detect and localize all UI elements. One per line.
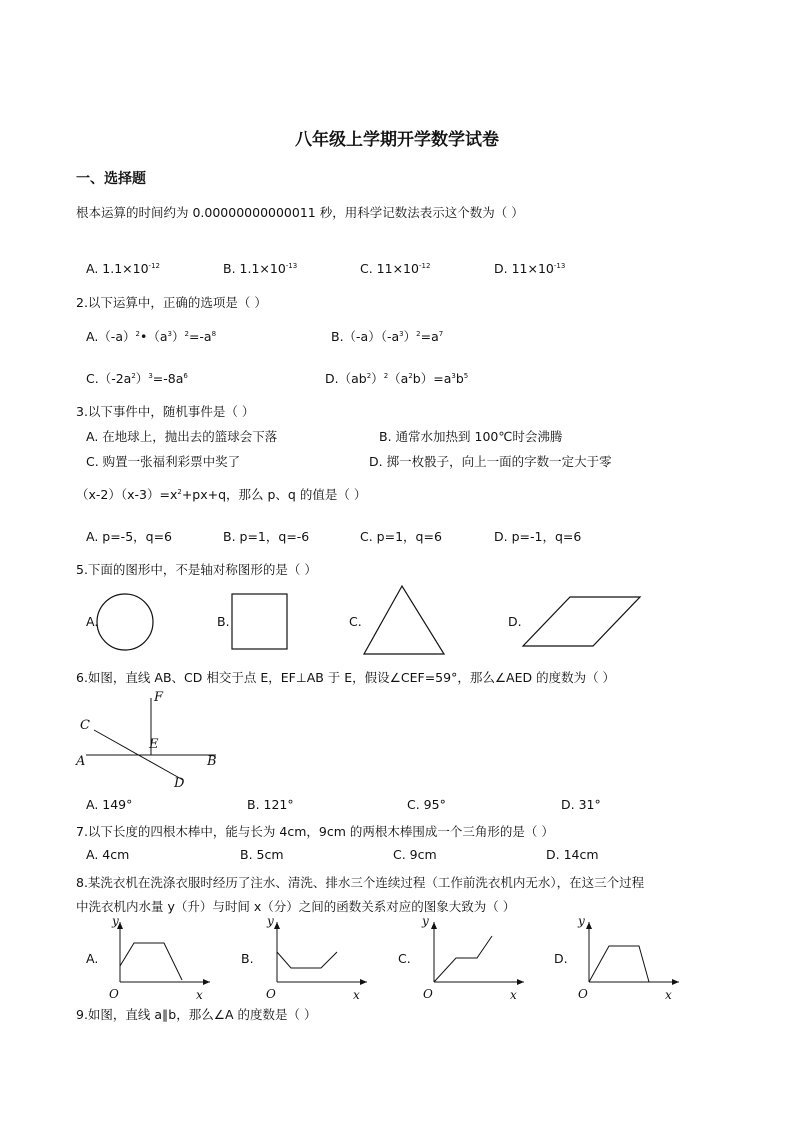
q3-option-c[interactable]: C. 购置一张福利彩票中奖了	[86, 454, 241, 469]
q8-graph-b-x-label: x	[353, 988, 360, 1002]
q1-option-b[interactable]: B. $1.1\times 10^{-13}$	[223, 261, 298, 276]
q1-option-c[interactable]: C. $11\times 10^{-12}$	[360, 261, 431, 276]
q5-square-figure	[230, 592, 290, 652]
q5-label-c[interactable]: C.	[349, 614, 362, 629]
q9-stem: 9.如图，直线 a∥b，那么∠A 的度数是（ ）	[76, 1007, 317, 1022]
q2-option-d[interactable]: $D.(ab^2)^2(a^2b)=a^3b^5$	[325, 371, 469, 386]
q8-graph-a	[100, 918, 215, 993]
q6-option-a[interactable]: A. 149°	[86, 797, 133, 812]
q3-stem: 3.以下事件中，随机事件是（ ）	[76, 404, 255, 419]
q8-graph-b	[257, 918, 372, 993]
q8-graph-c	[414, 918, 529, 993]
page-title: 八年级上学期开学数学试卷	[295, 130, 499, 150]
q8-label-c[interactable]: C.	[398, 951, 411, 966]
q3-option-d[interactable]: D. 掷一枚骰子，向上一面的字数一定大于零	[369, 454, 612, 469]
q6-option-d[interactable]: D. 31°	[561, 797, 601, 812]
q8-label-d[interactable]: D.	[554, 951, 568, 966]
q4-option-c[interactable]: C. p=1，q=6	[360, 529, 442, 544]
q8-graph-d-origin: O	[578, 987, 588, 1001]
q7-option-a[interactable]: A. 4cm	[86, 847, 130, 862]
q1-option-a[interactable]: A. $1.1\times 10^{-12}$	[86, 261, 160, 276]
q8-stem-line2: 中洗衣机内水量 y（升）与时间 x（分）之间的函数关系对应的图象大致为（ ）	[76, 899, 516, 914]
q8-graph-b-y-label: y	[267, 914, 274, 928]
q8-graph-a-x-label: x	[196, 988, 203, 1002]
q5-label-d[interactable]: D.	[508, 614, 522, 629]
q8-graph-c-origin: O	[423, 987, 433, 1001]
q6-option-c[interactable]: C. 95°	[407, 797, 446, 812]
q2-option-c[interactable]: $C.(-2a^2)^3=-8a^6$	[86, 371, 188, 386]
q8-label-b[interactable]: B.	[241, 951, 254, 966]
q6-label-b: B	[207, 754, 217, 769]
q8-label-a[interactable]: A.	[86, 951, 99, 966]
q8-graph-b-origin: O	[266, 987, 276, 1001]
q7-option-c[interactable]: C. 9cm	[393, 847, 437, 862]
q6-label-d: D	[174, 776, 185, 791]
q3-option-b[interactable]: B. 通常水加热到 100℃时会沸腾	[379, 429, 563, 444]
q8-graph-c-x-label: x	[510, 988, 517, 1002]
q6-label-e: E	[149, 737, 159, 752]
q5-label-a[interactable]: A.	[86, 614, 99, 629]
q8-graph-d	[569, 918, 684, 993]
q7-option-d[interactable]: D. 14cm	[546, 847, 599, 862]
q1-stem: 根本运算的时间约为 0.00000000000011 秒，用科学记数法表示这个数为（ ）	[76, 205, 524, 220]
q2-option-b[interactable]: $B.(-a)(-a^3)^2=a^7$	[331, 329, 444, 344]
q8-graph-a-y-label: y	[112, 914, 119, 928]
q5-triangle-figure	[360, 584, 450, 658]
q6-label-f: F	[154, 690, 164, 705]
q6-label-c: C	[80, 718, 90, 733]
q4-stem: $(x-2)(x-3)=x^2+px+q$，那么 p、q 的值是（ ）	[76, 487, 367, 502]
q4-option-a[interactable]: A. p=-5，q=6	[86, 529, 173, 544]
q5-parallelogram-figure	[520, 594, 645, 650]
q6-option-b[interactable]: B. 121°	[247, 797, 294, 812]
q5-label-b[interactable]: B.	[217, 614, 230, 629]
q3-option-a[interactable]: A. 在地球上，抛出去的篮球会下落	[86, 429, 278, 444]
q2-option-a[interactable]: $A.(-a)^2•(a^3)^2=-a^8$	[86, 329, 217, 344]
q6-label-a: A	[76, 754, 86, 769]
q1-option-d[interactable]: D. $11\times 10^{-13}$	[494, 261, 566, 276]
q5-stem: 5.下面的图形中，不是轴对称图形的是（ ）	[76, 562, 317, 577]
q8-graph-a-origin: O	[109, 987, 119, 1001]
q5-circle-figure	[96, 590, 160, 654]
q2-stem: 2.以下运算中，正确的选项是（ ）	[76, 295, 267, 310]
section-heading: 一、选择题	[76, 171, 146, 187]
q4-option-b[interactable]: B. p=1，q=-6	[223, 529, 310, 544]
q7-stem: 7.以下长度的四根木棒中，能与长为 4cm，9cm 的两根木棒围成一个三角形的是（ ）	[76, 824, 554, 839]
q8-graph-c-y-label: y	[422, 914, 429, 928]
q4-option-d[interactable]: D. p=-1，q=6	[494, 529, 582, 544]
q8-graph-d-y-label: y	[578, 914, 585, 928]
q8-stem-line1: 8.某洗衣机在洗涤衣服时经历了注水、清洗、排水三个连续过程（工作前洗衣机内无水），在这三个过程	[76, 875, 645, 890]
q6-stem: 6.如图，直线 AB、CD 相交于点 E，EF⊥AB 于 E，假设∠CEF=59°，那么∠AED 的度数为（ ）	[76, 670, 616, 685]
q8-graph-d-x-label: x	[665, 988, 672, 1002]
q7-option-b[interactable]: B. 5cm	[240, 847, 284, 862]
